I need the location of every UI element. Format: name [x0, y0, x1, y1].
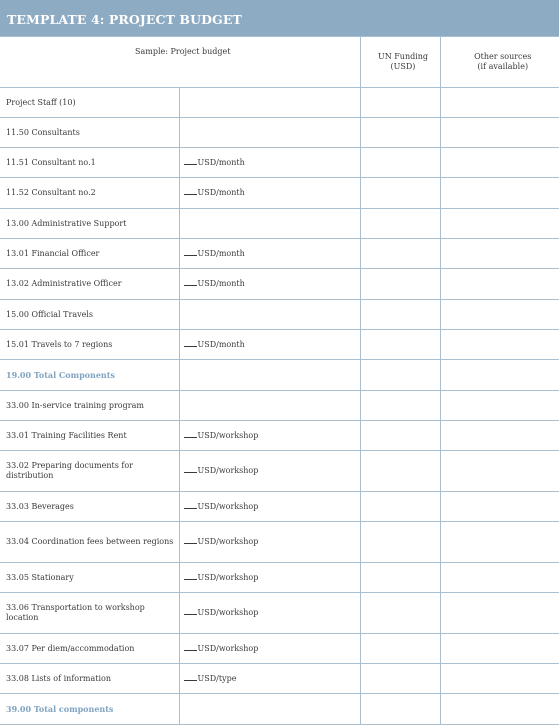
table-row	[0, 492, 559, 522]
unit-cell[interactable]	[179, 300, 360, 330]
un-funding-cell[interactable]	[360, 451, 440, 492]
other-sources-cell[interactable]	[440, 522, 559, 563]
unit-text: USD/workshop	[197, 501, 259, 511]
total-row	[0, 360, 559, 391]
other-sources-cell[interactable]	[440, 421, 559, 451]
blank-fill-line	[184, 573, 197, 580]
blank-fill-line	[184, 608, 197, 615]
un-funding-cell[interactable]	[360, 88, 440, 118]
unit-cell[interactable]	[179, 391, 360, 421]
un-funding-cell[interactable]	[360, 664, 440, 694]
unit-cell[interactable]	[179, 522, 360, 563]
unit-cell[interactable]	[179, 492, 360, 522]
table-row	[0, 563, 559, 593]
un-funding-cell[interactable]	[360, 330, 440, 360]
un-funding-cell[interactable]	[360, 563, 440, 593]
unit-cell[interactable]	[179, 360, 360, 391]
other-sources-cell[interactable]	[440, 300, 559, 330]
other-sources-cell[interactable]	[440, 88, 559, 118]
table-row	[0, 664, 559, 694]
unit-text: USD/workshop	[197, 430, 259, 440]
line-item-label: 33.05 Stationary	[0, 563, 179, 593]
other-sources-cell[interactable]	[440, 451, 559, 492]
table-row	[0, 634, 559, 664]
unit-text: USD/workshop	[197, 537, 259, 546]
line-item-label: 15.01 Travels to 7 regions	[0, 330, 179, 360]
unit-cell[interactable]	[179, 694, 360, 725]
unit-cell[interactable]	[179, 664, 360, 694]
unit-text: USD/workshop	[197, 466, 259, 475]
un-funding-cell[interactable]	[360, 209, 440, 239]
unit-text: USD/month	[197, 279, 245, 288]
other-sources-cell[interactable]	[440, 492, 559, 522]
blank-fill-line	[184, 466, 197, 473]
other-sources-cell[interactable]	[440, 593, 559, 634]
blank-fill-line	[184, 674, 197, 681]
unit-cell[interactable]	[179, 118, 360, 148]
table-row	[0, 300, 559, 330]
unit-cell[interactable]	[179, 178, 360, 209]
table-row	[0, 522, 559, 563]
table-row	[0, 239, 559, 269]
blank-fill-line	[184, 158, 197, 165]
other-sources-cell[interactable]	[440, 239, 559, 269]
line-item-label: 33.08 Lists of information	[0, 664, 179, 694]
un-funding-cell[interactable]	[360, 694, 440, 725]
unit-text: USD/month	[197, 339, 245, 349]
unit-text: USD/month	[197, 157, 245, 167]
unit-cell[interactable]	[179, 269, 360, 300]
other-sources-cell[interactable]	[440, 634, 559, 664]
un-funding-header: UN Funding (USD)	[360, 37, 440, 88]
table-row	[0, 148, 559, 178]
line-item-label: 11.52 Consultant no.2	[0, 178, 179, 209]
table-row	[0, 88, 559, 118]
line-item-label: 13.00 Administrative Support	[0, 209, 179, 239]
other-sources-cell[interactable]	[440, 209, 559, 239]
unit-cell[interactable]	[179, 451, 360, 492]
unit-text: USD/month	[197, 248, 245, 258]
budget-body	[0, 88, 559, 725]
table-row	[0, 269, 559, 300]
unit-cell[interactable]	[179, 209, 360, 239]
line-item-label: 33.03 Beverages	[0, 492, 179, 522]
unit-cell[interactable]	[179, 88, 360, 118]
unit-cell[interactable]	[179, 421, 360, 451]
table-row	[0, 421, 559, 451]
table-row	[0, 451, 559, 492]
unit-cell[interactable]	[179, 148, 360, 178]
un-funding-cell[interactable]	[360, 148, 440, 178]
unit-cell[interactable]	[179, 330, 360, 360]
un-funding-cell[interactable]	[360, 239, 440, 269]
unit-text: USD/workshop	[197, 643, 259, 653]
un-funding-cell[interactable]	[360, 269, 440, 300]
blank-fill-line	[184, 502, 197, 509]
blank-fill-line	[184, 279, 197, 286]
un-funding-cell[interactable]	[360, 118, 440, 148]
unit-text: USD/workshop	[197, 572, 259, 582]
header-row	[0, 37, 559, 88]
total-row	[0, 694, 559, 725]
un-funding-cell[interactable]	[360, 593, 440, 634]
table-row	[0, 209, 559, 239]
table-row	[0, 391, 559, 421]
line-item-label: 39.00 Total components	[0, 694, 179, 725]
line-item-label: 13.02 Administrative Officer	[0, 269, 179, 300]
blank-fill-line	[184, 188, 197, 195]
blank-fill-line	[184, 644, 197, 651]
line-item-label: 33.06 Transportation to workshop location	[0, 593, 179, 634]
unit-cell[interactable]	[179, 563, 360, 593]
line-item-label: 33.07 Per diem/accommodation	[0, 634, 179, 664]
other-sources-header: Other sources (if available)	[440, 37, 559, 88]
other-sources-cell[interactable]	[440, 391, 559, 421]
other-sources-cell[interactable]	[440, 178, 559, 209]
un-funding-cell[interactable]	[360, 391, 440, 421]
line-item-label: 11.50 Consultants	[0, 118, 179, 148]
table-row	[0, 178, 559, 209]
un-funding-cell[interactable]	[360, 522, 440, 563]
un-funding-cell[interactable]	[360, 300, 440, 330]
table-row	[0, 593, 559, 634]
un-funding-cell[interactable]	[360, 634, 440, 664]
un-funding-cell[interactable]	[360, 178, 440, 209]
unit-text: USD/workshop	[197, 608, 259, 617]
line-item-label: 33.02 Preparing documents for distribution	[0, 451, 179, 492]
blank-fill-line	[184, 340, 197, 347]
table-row	[0, 118, 559, 148]
blank-fill-line	[184, 431, 197, 438]
other-sources-cell[interactable]	[440, 360, 559, 391]
line-item-label: 33.04 Coordination fees between regions	[0, 522, 179, 563]
budget-table	[0, 36, 559, 725]
other-sources-cell[interactable]	[440, 664, 559, 694]
unit-cell[interactable]	[179, 593, 360, 634]
blank-fill-line	[184, 249, 197, 256]
other-sources-cell[interactable]	[440, 694, 559, 725]
other-sources-cell[interactable]	[440, 330, 559, 360]
table-row	[0, 330, 559, 360]
un-funding-cell[interactable]	[360, 492, 440, 522]
blank-fill-line	[184, 537, 197, 544]
other-sources-cell[interactable]	[440, 148, 559, 178]
line-item-label: 19.00 Total Components	[0, 360, 179, 391]
line-item-label: Project Staff (10)	[0, 88, 179, 118]
page-title: TEMPLATE 4: PROJECT BUDGET	[7, 12, 242, 27]
unit-cell[interactable]	[179, 239, 360, 269]
unit-cell[interactable]	[179, 634, 360, 664]
sample-header: Sample: Project budget	[0, 37, 360, 88]
line-item-label: 13.01 Financial Officer	[0, 239, 179, 269]
line-item-label: 33.00 In-service training program	[0, 391, 179, 421]
un-funding-cell[interactable]	[360, 421, 440, 451]
unit-text: USD/month	[197, 188, 245, 197]
line-item-label: 11.51 Consultant no.1	[0, 148, 179, 178]
line-item-label: 33.01 Training Facilities Rent	[0, 421, 179, 451]
other-sources-cell[interactable]	[440, 563, 559, 593]
line-item-label: 15.00 Official Travels	[0, 300, 179, 330]
other-sources-cell[interactable]	[440, 118, 559, 148]
un-funding-cell[interactable]	[360, 360, 440, 391]
unit-text: USD/type	[197, 673, 237, 683]
title-bar	[0, 0, 559, 36]
other-sources-cell[interactable]	[440, 269, 559, 300]
